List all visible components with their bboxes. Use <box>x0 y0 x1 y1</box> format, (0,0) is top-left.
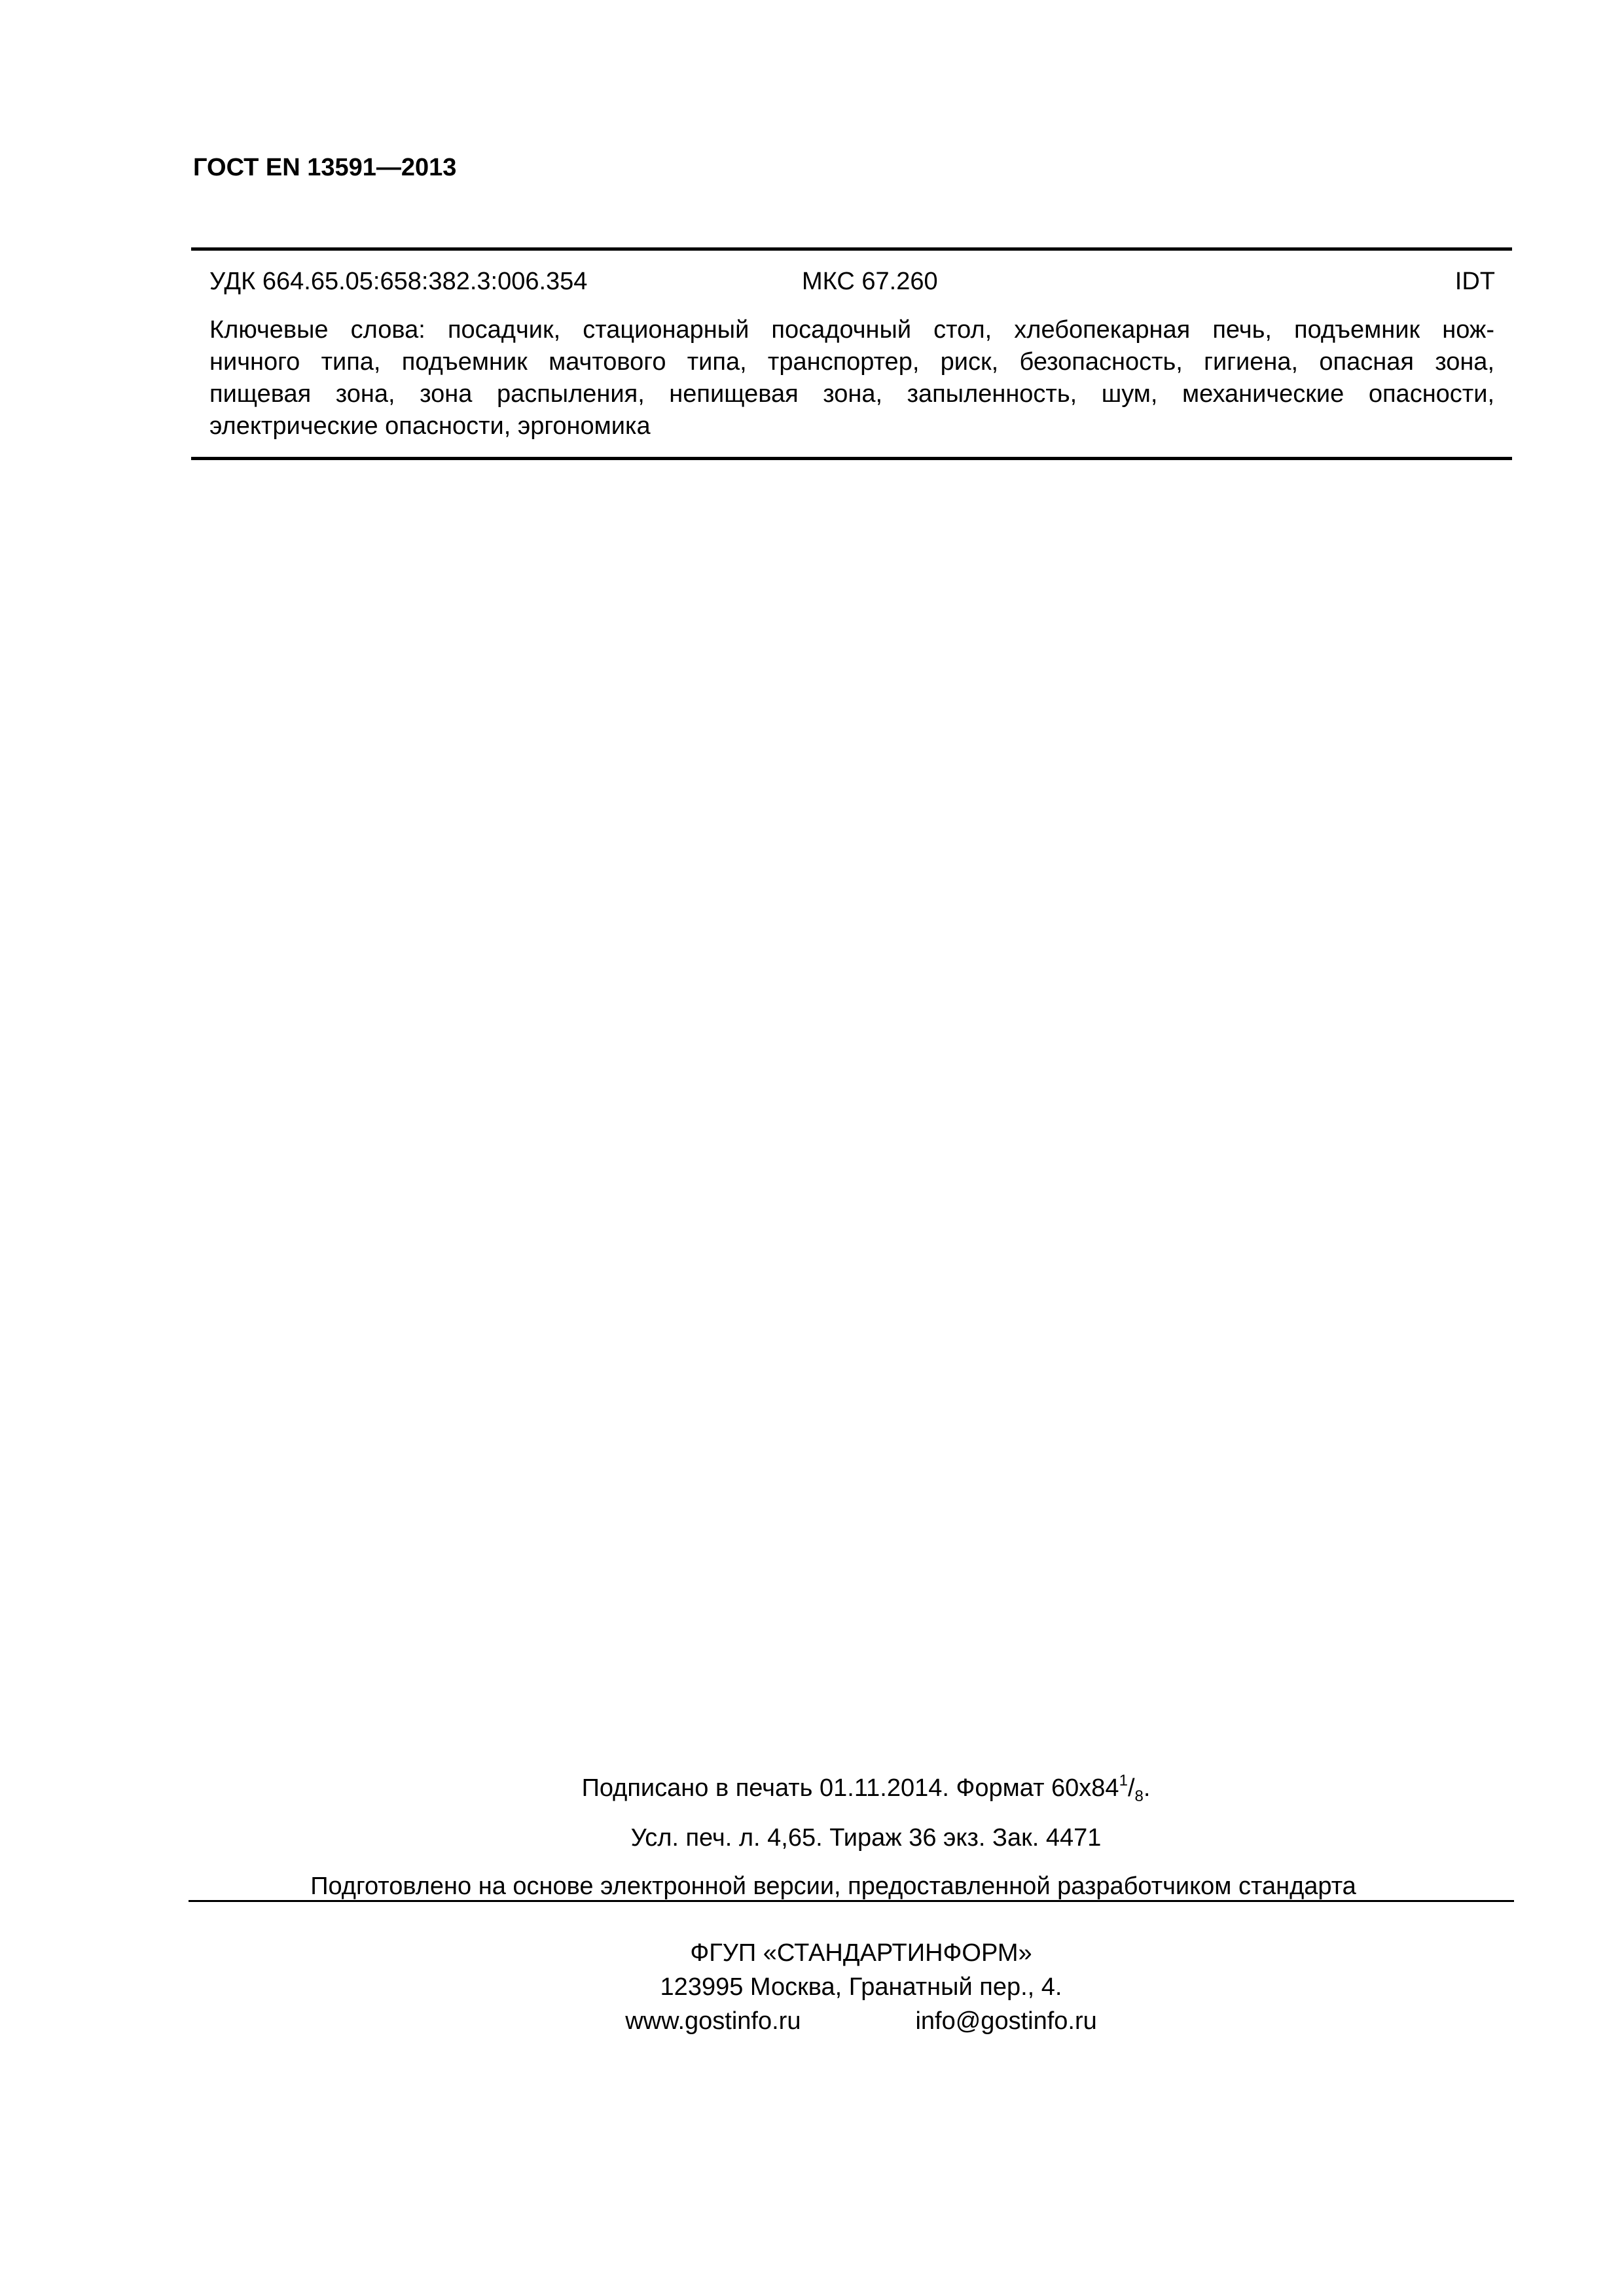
format-slash: / <box>1127 1774 1135 1802</box>
publisher-name: ФГУП «СТАНДАРТИНФОРМ» <box>690 1939 1032 1967</box>
publisher-contacts <box>0 2004 1624 2038</box>
keywords-line: электрические опасности, эргономика <box>209 412 651 440</box>
signed-text: Подписано в печать 01.11.2014. Формат 60x84 <box>581 1774 1119 1802</box>
document-code: ГОСТ EN 13591—2013 <box>193 154 457 181</box>
format-period: . <box>1143 1774 1151 1802</box>
keywords-line: Ключевые слова: посадчик, стационарный посадочный стол, хлебопекарная печь, подъемник нож- <box>209 316 1494 344</box>
footer-divider <box>189 1900 1514 1902</box>
print-sheets-info: Усл. печ. л. 4,65. Тираж 36 экз. Зак. 4471 <box>630 1824 1102 1852</box>
signed-for-print <box>0 1772 1624 1804</box>
keywords-block <box>209 314 1494 442</box>
bottom-divider <box>191 457 1512 460</box>
prepared-note: Подготовлено на основе электронной версии, предоставленной разработчиком стандарта <box>310 1873 1356 1900</box>
website-link[interactable]: www.gostinfo.ru <box>625 2007 801 2035</box>
email-link[interactable]: info@gostinfo.ru <box>915 2007 1097 2035</box>
idt-label: IDT <box>1454 268 1495 295</box>
keywords-line: ничного типа, подъемник мачтового типа, транспортер, риск, безопасность, гигиена, опасная зона, <box>209 348 1494 376</box>
udk-code: УДК 664.65.05:658:382.3:006.354 <box>209 268 588 295</box>
mks-code: МКС 67.260 <box>802 268 938 295</box>
format-denominator: 8 <box>1134 1787 1144 1805</box>
publisher-address: 123995 Москва, Гранатный пер., 4. <box>660 1973 1062 2001</box>
format-numerator: 1 <box>1119 1772 1128 1789</box>
top-divider <box>191 247 1512 251</box>
keywords-line: пищевая зона, зона распыления, непищевая зона, запыленность, шум, механические опасности, <box>209 380 1494 408</box>
